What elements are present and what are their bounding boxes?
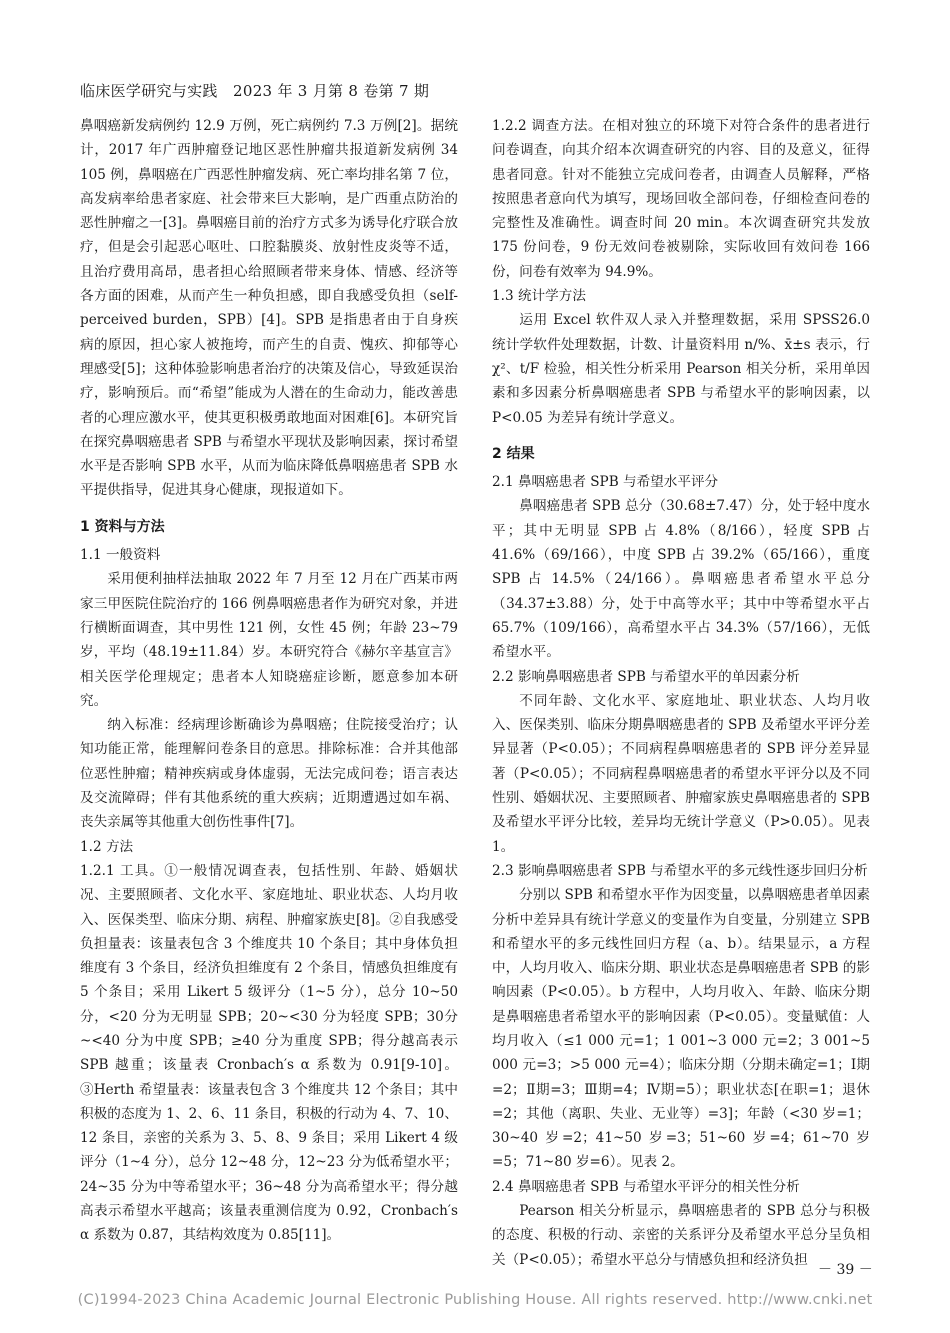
paragraph-tools: 1.2.1 工具。①一般情况调查表，包括性别、年龄、婚姻状况、主要照顾者、文化水平、家庭地址、职业状态、人均月收入、医保类型、临床分期、病程、肿瘤家族史[8]。②自我感受负担量表：该量表包含 3 个维度共 10 个条目；其中身体负担维度有 3 个条目，经济负担维度有 2 个条目，情感负担维度有 5 个条目；采用 Likert 5 级评分（1~5 分），总分 10~50 分，<20 分为无明显 SPB；20~<30 分为轻度 SPB；30分~<40 分为中度 SPB；≥40 分为重度 SPB；得分越高表示 SPB 越重；该量表 Cronbach′s α 系数为 0.91[9-10]。③Herth 希望量表：该量表包含 3 个维度共 12 个条目；其中积极的态度为 1、2、6、11 条目，积极的行动为 4、7、10、12 条目，亲密的关系为 3、5、8、9 条目；采用 Likert 4 级评分（1~4 分），总分 12~48 分，12~23 分为低希望水平；24~35 分为中等希望水平；36~48 分为高希望水平；得分越高表示希望水平越高；该量表重测信度为 0.92，Cronbach′s α 系数为 0.87，其结构效度为 0.85[11]。 [80, 862, 458, 1244]
subheading-correlation: 2.4 鼻咽癌患者 SPB 与希望水平评分的相关性分析 [492, 1178, 800, 1195]
paragraph-scores: 鼻咽癌患者 SPB 总分（30.68±7.47）分，处于轻中度水平；其中无明显 SPB 占 4.8%（8/166），轻度 SPB 占 41.6%（69/166），中度 SPB 占 39.2%（65/166），重度 SPB 占 14.5%（24/166）。鼻咽癌患者希望水平总分（34.37±3.88）分，处于中高等水平；其中中等希望水平占 65.7%（109/166），高希望水平占 34.3%（57/166），无低希望水平。 [492, 498, 870, 661]
page-number: － 39 － [818, 1262, 873, 1278]
paragraph-general-data: 采用便利抽样法抽取 2022 年 7 月至 12 月在广西某市两家三甲医院住院治疗的 166 例鼻咽癌患者作为研究对象，并进行横断面调查，其中男性 121 例，女性 45 例；年龄 23~79 岁，平均（48.19±11.84）岁。本研究符合《赫尔辛基宣言》相关医学伦理规定；患者本人知晓癌症诊断，愿意参加本研究。 [80, 571, 458, 709]
subheading-univariate: 2.2 影响鼻咽癌患者 SPB 与希望水平的单因素分析 [492, 668, 800, 685]
paragraph-regression: 分别以 SPB 和希望水平作为因变量，以鼻咽癌患者单因素分析中差异具有统计学意义的变量作为自变量，分别建立 SPB 和希望水平的多元线性回归方程（a、b）。结果显示，a 方程中，人均月收入、临床分期、职业状态是鼻咽癌患者 SPB 的影响因素（P<0.05）。b 方程中，人均月收入、年龄、临床分期是鼻咽癌患者希望水平的影响因素（P<0.05）。变量赋值：人均月收入（≤1 000 元=1；1 001~3 000 元=2；3 001~5 000 元=3；>5 000 元=4）；临床分期（分期未确定=1；Ⅰ期=2；Ⅱ期=3；Ⅲ期=4；Ⅳ期=5）；职业状态[在职=1；退休=2；其他（离职、失业、无业等）=3]；年龄（<30 岁=1；30~40 岁=2；41~50 岁=3；51~60 岁=4；61~70 岁=5；71~80 岁=6）。见表 2。 [492, 887, 870, 1171]
paragraph-univariate: 不同年龄、文化水平、家庭地址、职业状态、人均月收入、医保类别、临床分期鼻咽癌患者的 SPB 及希望水平评分差异显著（P<0.05）；不同病程鼻咽癌患者的 SPB 评分差异显著（P<0.05）；不同病程鼻咽癌患者的希望水平评分以及不同性别、婚姻状况、主要照顾者、肿瘤家族史鼻咽癌患者的 SPB 及希望水平评分比较，差异均无统计学意义（P>0.05）。见表 1。 [492, 692, 870, 855]
paragraph-survey-method: 1.2.2 调查方法。在相对独立的环境下对符合条件的患者进行问卷调查，向其介绍本次调查研究的内容、目的及意义，征得患者同意。针对不能独立完成问卷者，由调查人员解释，严格按照患者意向代为填写，现场回收全部问卷，仔细检查问卷的完整性及准确性。调查时间 20 min。本次调查研究共发放 175 份问卷，9 份无效问卷被剔除，实际收回有效问卷 166 份，问卷有效率为 94.9%。 [492, 118, 870, 280]
right-column [492, 114, 870, 1272]
paragraph-statistics: 运用 Excel 软件双人录入并整理数据，采用 SPSS26.0 统计学软件处理数据，计数、计量资料用 n/%、x̄±s 表示，行 χ²、t/F 检验，相关性分析采用 Pearson 相关分析，采用单因素和多因素分析鼻咽癌患者 SPB 与希望水平的影响因素，以 P<0.05 为差异有统计学意义。 [492, 312, 870, 426]
subheading-statistics: 1.3 统计学方法 [492, 288, 586, 305]
left-column [80, 114, 458, 1248]
section-heading-methods: 1 资料与方法 [80, 518, 165, 535]
subheading-methods: 1.2 方法 [80, 838, 134, 855]
paragraph-correlation: Pearson 相关分析显示，鼻咽癌患者的 SPB 总分与积极的态度、积极的行动、亲密的关系评分及希望水平总分呈负相关（P<0.05）；希望水平总分与情感负担和经济负担 [492, 1203, 870, 1268]
section-heading-results: 2 结果 [492, 445, 535, 462]
subheading-general-data: 1.1 一般资料 [80, 547, 161, 564]
paragraph-intro: 鼻咽癌新发病例约 12.9 万例，死亡病例约 7.3 万例[2]。据统计，2017 年广西肿瘤登记地区恶性肿瘤共报道新发病例 34 105 例，鼻咽癌在广西恶性肿瘤发病、死亡率均排名第 7 位，高发病率给患者家庭、社会带来巨大影响，是广西重点防治的恶性肿瘤之一[3]。鼻咽癌目前的治疗方式多为诱导化疗联合放疗，但是会引起恶心呕吐、口腔黏膜炎、放射性皮炎等不适，且治疗费用高昂，患者担心给照顾者带来身体、情感、经济等各方面的困难，从而产生一种负担感，即自我感受负担（self-perceived burden，SPB）[4]。SPB 是指患者由于自身疾病的原因，担心家人被拖垮，而产生的自责、愧疚、抑郁等心理感受[5]；这种体验影响患者治疗的决策及信心，导致延误治疗，影响预后。而“希望”能成为人潜在的生命动力，能改善患者的心理应激水平，使其更积极勇敢地面对困难[6]。本研究旨在探究鼻咽癌患者 SPB 与希望水平现状及影响因素，探讨希望水平是否影响 SPB 水平，从而为临床降低鼻咽癌患者 SPB 水平提供指导，促进其身心健康，现报道如下。 [80, 118, 458, 499]
subheading-scores: 2.1 鼻咽癌患者 SPB 与希望水平评分 [492, 474, 719, 491]
subheading-regression: 2.3 影响鼻咽癌患者 SPB 与希望水平的多元线性逐步回归分析 [492, 862, 868, 879]
copyright-footer: (C)1994-2023 China Academic Journal Electronic Publishing House. All rights reserved. http://www.cnki.net [77, 1292, 873, 1308]
running-header: 临床医学研究与实践 2023 年 3 月第 8 卷第 7 期 [80, 82, 430, 100]
paragraph-criteria: 纳入标准：经病理诊断确诊为鼻咽癌；住院接受治疗；认知功能正常，能理解问卷条目的意思。排除标准：合并其他部位恶性肿瘤；精神疾病或身体虚弱，无法完成问卷；语言表达及交流障碍；伴有其他系统的重大疾病；近期遭遇过如车祸、丧失亲属等其他重大创伤性事件[7]。 [80, 717, 458, 831]
